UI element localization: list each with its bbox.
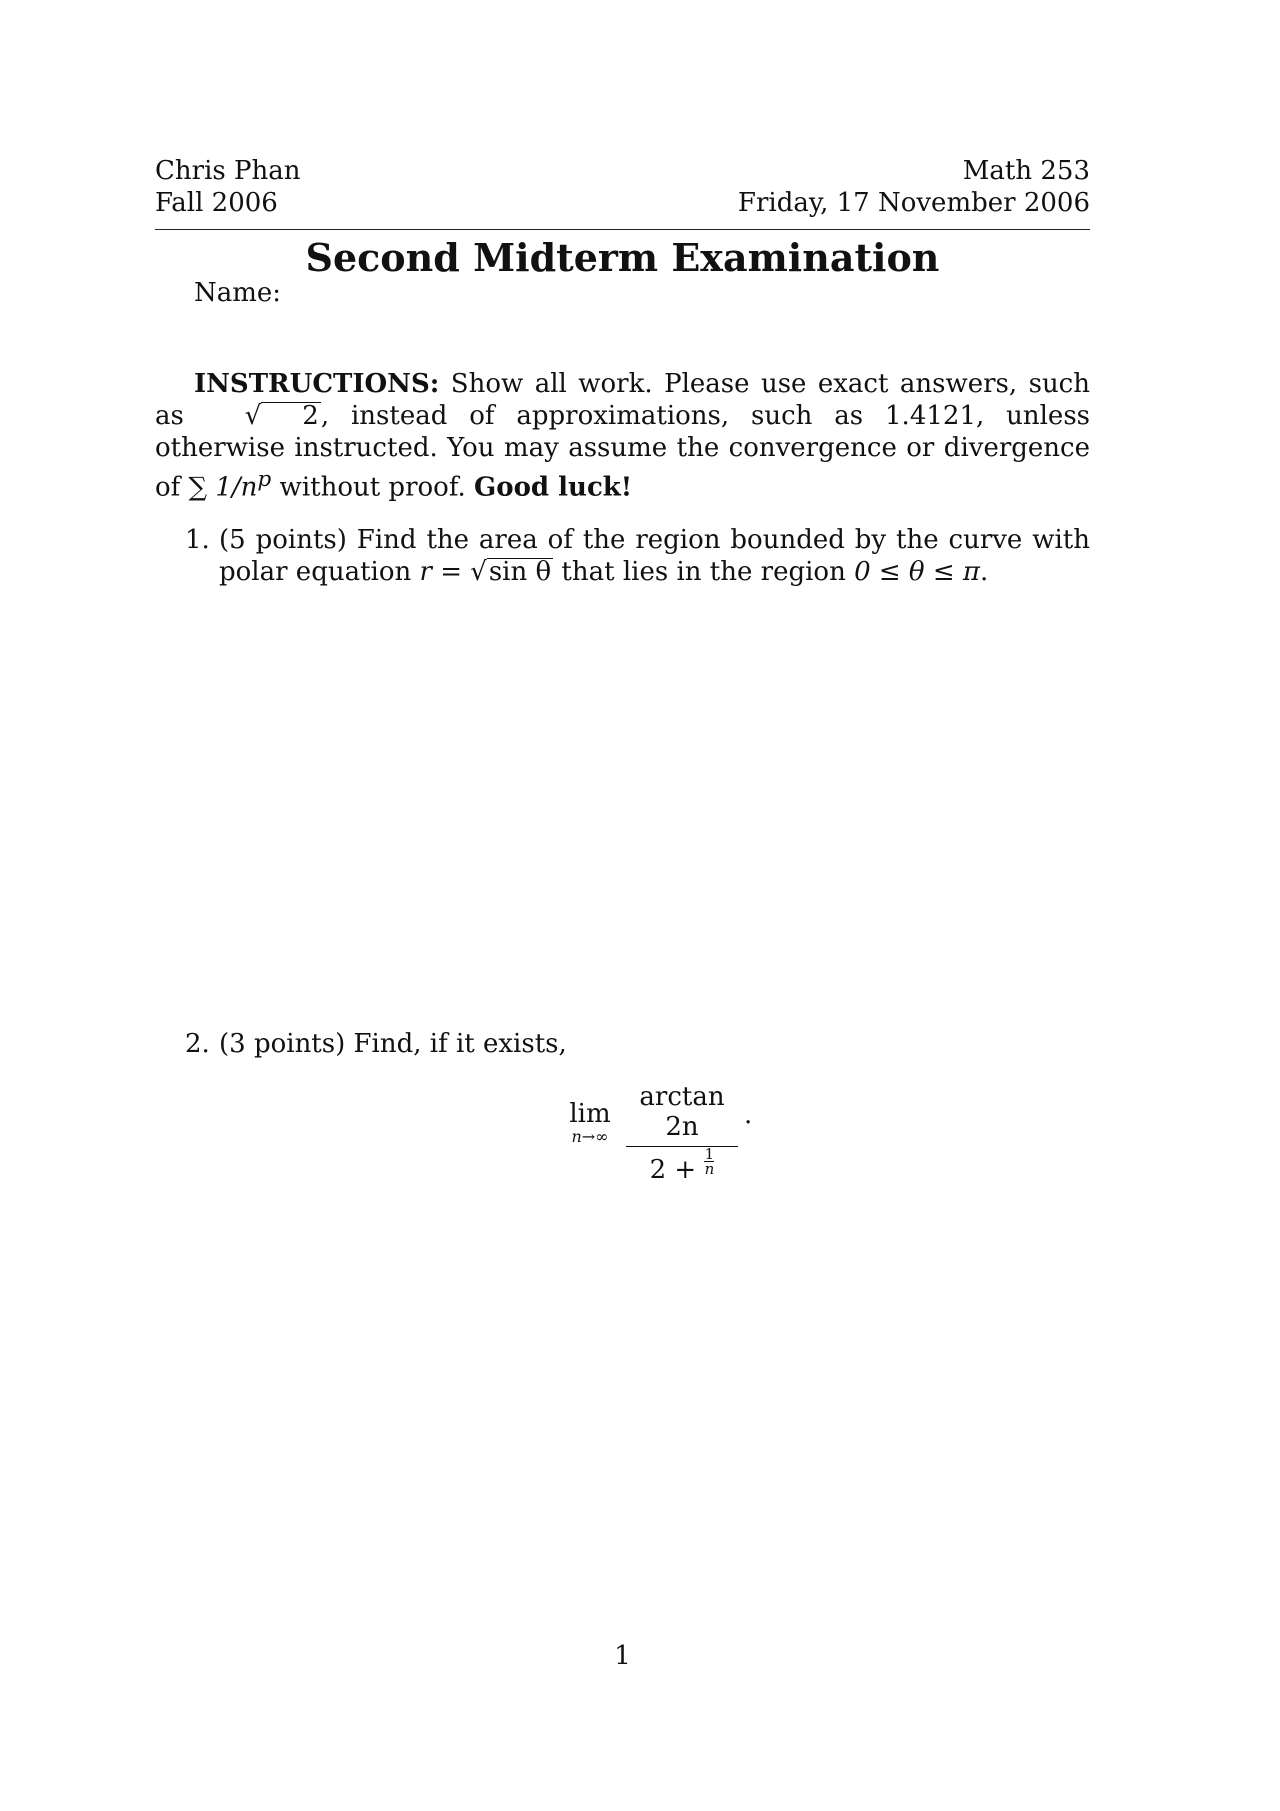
name-label: Name:: [194, 278, 282, 308]
course-number: Math 253: [962, 156, 1090, 186]
polar-equation-lhs: r =: [419, 557, 471, 587]
header-left: [155, 155, 300, 219]
limit-period: .: [744, 1100, 753, 1130]
header-right: [738, 155, 1090, 219]
instructions: [155, 368, 1090, 504]
instructions-label: INSTRUCTIONS:: [194, 369, 440, 399]
fraction-numerator: arctan 2n: [639, 1082, 725, 1142]
question-2: [155, 1028, 1090, 1060]
lim-operator: lim: [569, 1099, 611, 1129]
instructions-text-3: without proof.: [271, 472, 475, 503]
small-fraction: $\frac{1}{n}$: [704, 1145, 715, 1178]
theta-region: 0 ≤ θ ≤ π: [854, 557, 980, 587]
fraction-denominator: $2 + \frac{1}{n}$: [649, 1145, 715, 1185]
lim-subscript: n→∞: [571, 1127, 609, 1146]
exam-date: Friday, 17 November 2006: [737, 188, 1090, 218]
question-text: (5 points) Find the area of the region bounded by the curve with polar equation r = √sin θ that lies in the region 0 ≤ θ ≤ π.: [219, 525, 1090, 587]
header-rule: [155, 229, 1090, 230]
instructions-text-1: Show all work. Please use exact answers, such as: [155, 369, 1090, 431]
sqrt-example: √ 2: [244, 401, 319, 431]
limit-expression: [560, 1082, 780, 1185]
question-text: (3 points) Find, if it exists,: [219, 1029, 567, 1059]
author-name: Chris Phan: [155, 156, 301, 186]
question-1: [155, 524, 1090, 588]
page-number: 1: [614, 1641, 631, 1671]
question-number: 2.: [185, 1029, 210, 1059]
term: Fall 2006: [155, 188, 278, 218]
good-luck: Good luck!: [474, 472, 633, 503]
exam-title: Second Midterm Examination: [305, 235, 940, 280]
series-exponent: p: [257, 467, 272, 492]
question-number: 1.: [185, 525, 210, 555]
series-expression: ∑ 1/n: [188, 472, 258, 503]
limit-fraction: [622, 1082, 742, 1185]
instructions-text-2: , instead of approximations, such as 1.4121, unless otherwise instructed. You may assume the convergence or divergence of: [155, 401, 1091, 503]
polar-equation-sqrt: √sin θ: [470, 557, 552, 587]
